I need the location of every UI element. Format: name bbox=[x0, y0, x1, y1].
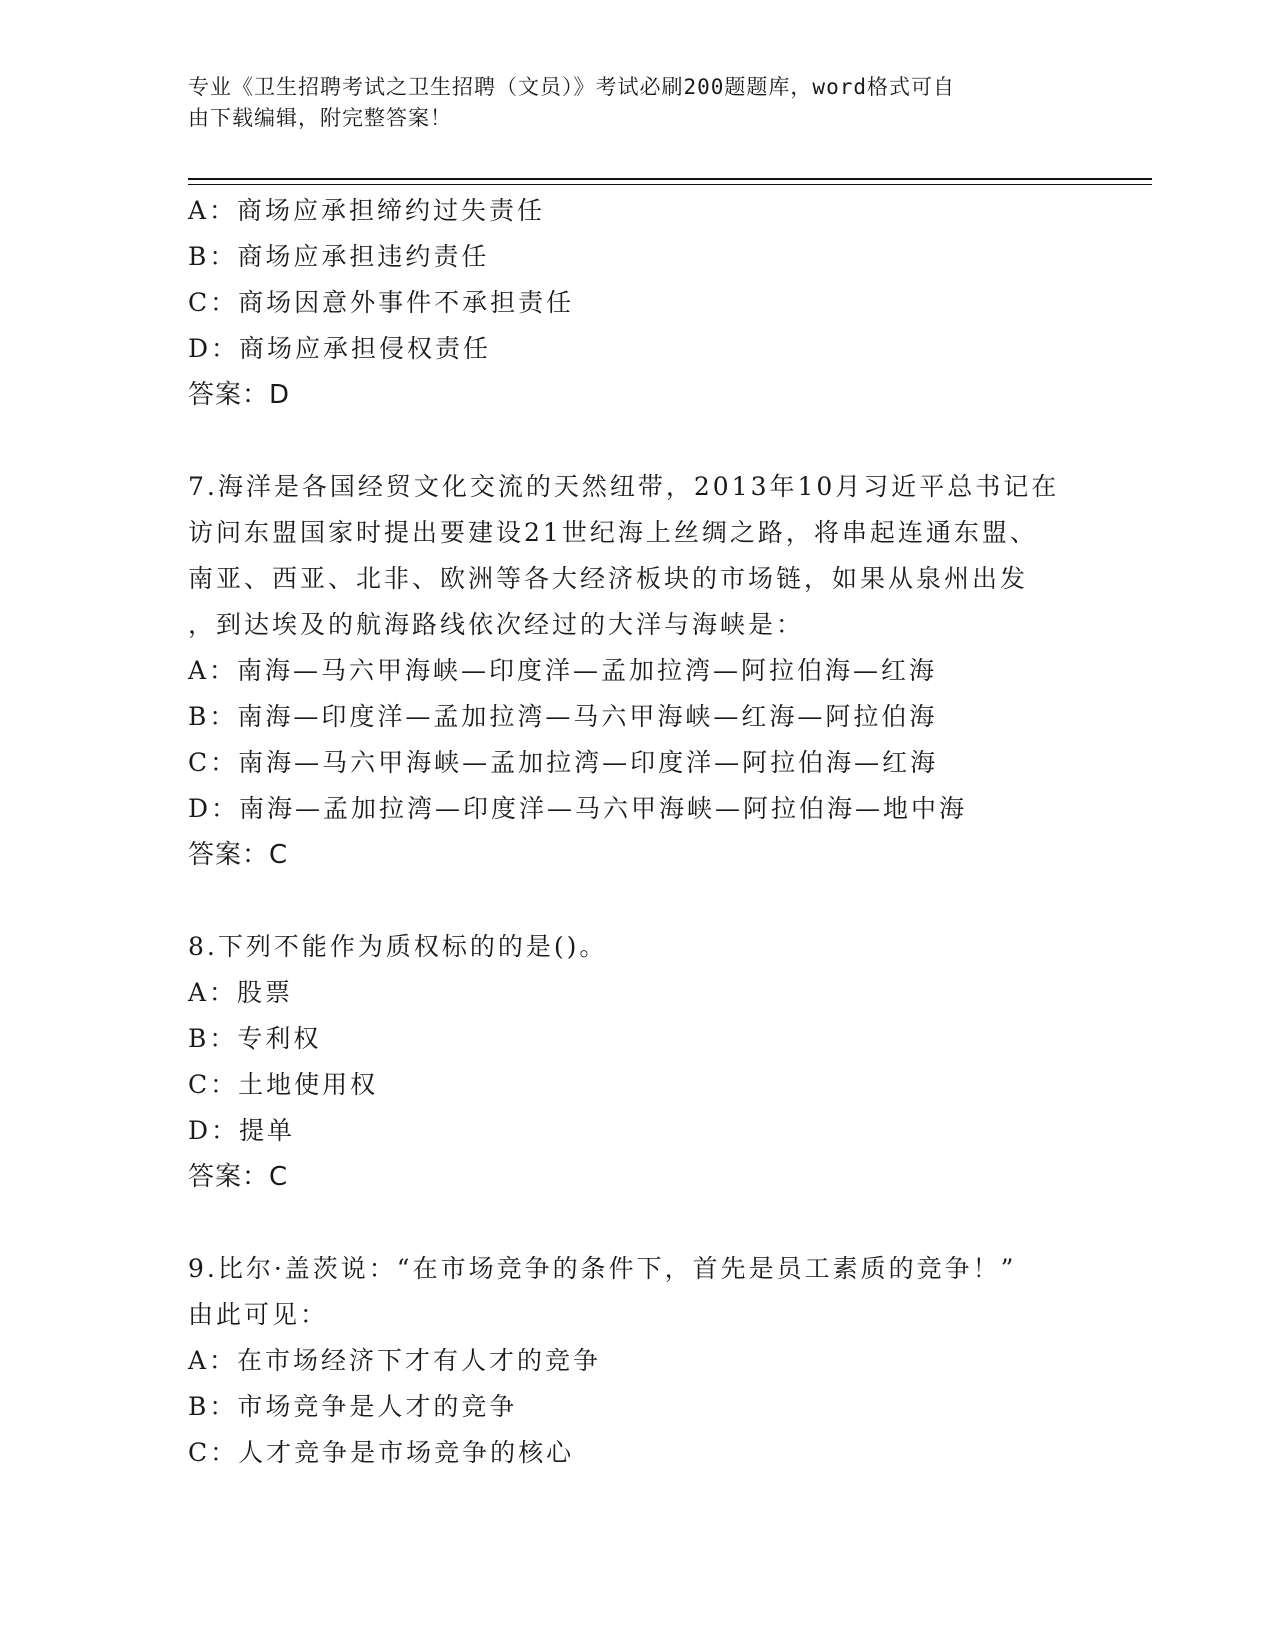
option-b: B：市场竞争是人才的竞争 bbox=[188, 1392, 518, 1421]
header-line-1: 专业《卫生招聘考试之卫生招聘（文员）》考试必刷200题题库，word格式可自 bbox=[188, 75, 955, 99]
option-d: D：商场应承担侵权责任 bbox=[188, 334, 492, 363]
spacer bbox=[188, 1200, 1088, 1246]
question-stem: 访问东盟国家时提出要建设21世纪海上丝绸之路，将串起连通东盟、 bbox=[188, 518, 1038, 547]
document-header bbox=[188, 72, 1068, 134]
question-stem: 南亚、西亚、北非、欧洲等各大经济板块的市场链，如果从泉州出发 bbox=[188, 564, 1029, 593]
option-b: B：南海—印度洋—孟加拉湾—马六甲海峡—红海—阿拉伯海 bbox=[188, 702, 938, 731]
question-stem: 由此可见： bbox=[188, 1300, 329, 1329]
answer: 答案：D bbox=[188, 380, 291, 410]
spacer bbox=[188, 418, 1088, 464]
answer: 答案：C bbox=[188, 1162, 289, 1192]
question-stem: 9.比尔·盖茨说：“在市场竞争的条件下，首先是员工素质的竞争！” bbox=[188, 1254, 1017, 1283]
answer: 答案：C bbox=[188, 840, 289, 870]
option-a: A：在市场经济下才有人才的竞争 bbox=[188, 1346, 602, 1375]
option-c: C：人才竞争是市场竞争的核心 bbox=[188, 1438, 575, 1467]
question-9 bbox=[188, 1246, 1088, 1476]
header-divider-thick bbox=[188, 178, 1152, 180]
header-divider-thin bbox=[188, 184, 1152, 185]
option-d: D：提单 bbox=[188, 1116, 296, 1145]
option-c: C：土地使用权 bbox=[188, 1070, 379, 1099]
header-line-2: 由下载编辑，附完整答案！ bbox=[188, 106, 452, 130]
option-d: D：南海—孟加拉湾—印度洋—马六甲海峡—阿拉伯海—地中海 bbox=[188, 794, 968, 823]
question-stem: ，到达埃及的航海路线依次经过的大洋与海峡是： bbox=[188, 610, 805, 639]
question-stem: 8.下列不能作为质权标的的是()。 bbox=[188, 932, 608, 961]
option-a: A：南海—马六甲海峡—印度洋—孟加拉湾—阿拉伯海—红海 bbox=[188, 656, 938, 685]
question-6 bbox=[188, 188, 1088, 418]
option-b: B：专利权 bbox=[188, 1024, 322, 1053]
option-b: B：商场应承担违约责任 bbox=[188, 242, 490, 271]
question-stem: 7.海洋是各国经贸文化交流的天然纽带，2013年10月习近平总书记在 bbox=[188, 472, 1060, 501]
question-8 bbox=[188, 924, 1088, 1200]
option-c: C：南海—马六甲海峡—孟加拉湾—印度洋—阿拉伯海—红海 bbox=[188, 748, 939, 777]
option-c: C：商场因意外事件不承担责任 bbox=[188, 288, 575, 317]
spacer bbox=[188, 878, 1088, 924]
question-7 bbox=[188, 464, 1088, 878]
option-a: A：商场应承担缔约过失责任 bbox=[188, 196, 546, 225]
question-list bbox=[188, 188, 1088, 1476]
option-a: A：股票 bbox=[188, 978, 294, 1007]
